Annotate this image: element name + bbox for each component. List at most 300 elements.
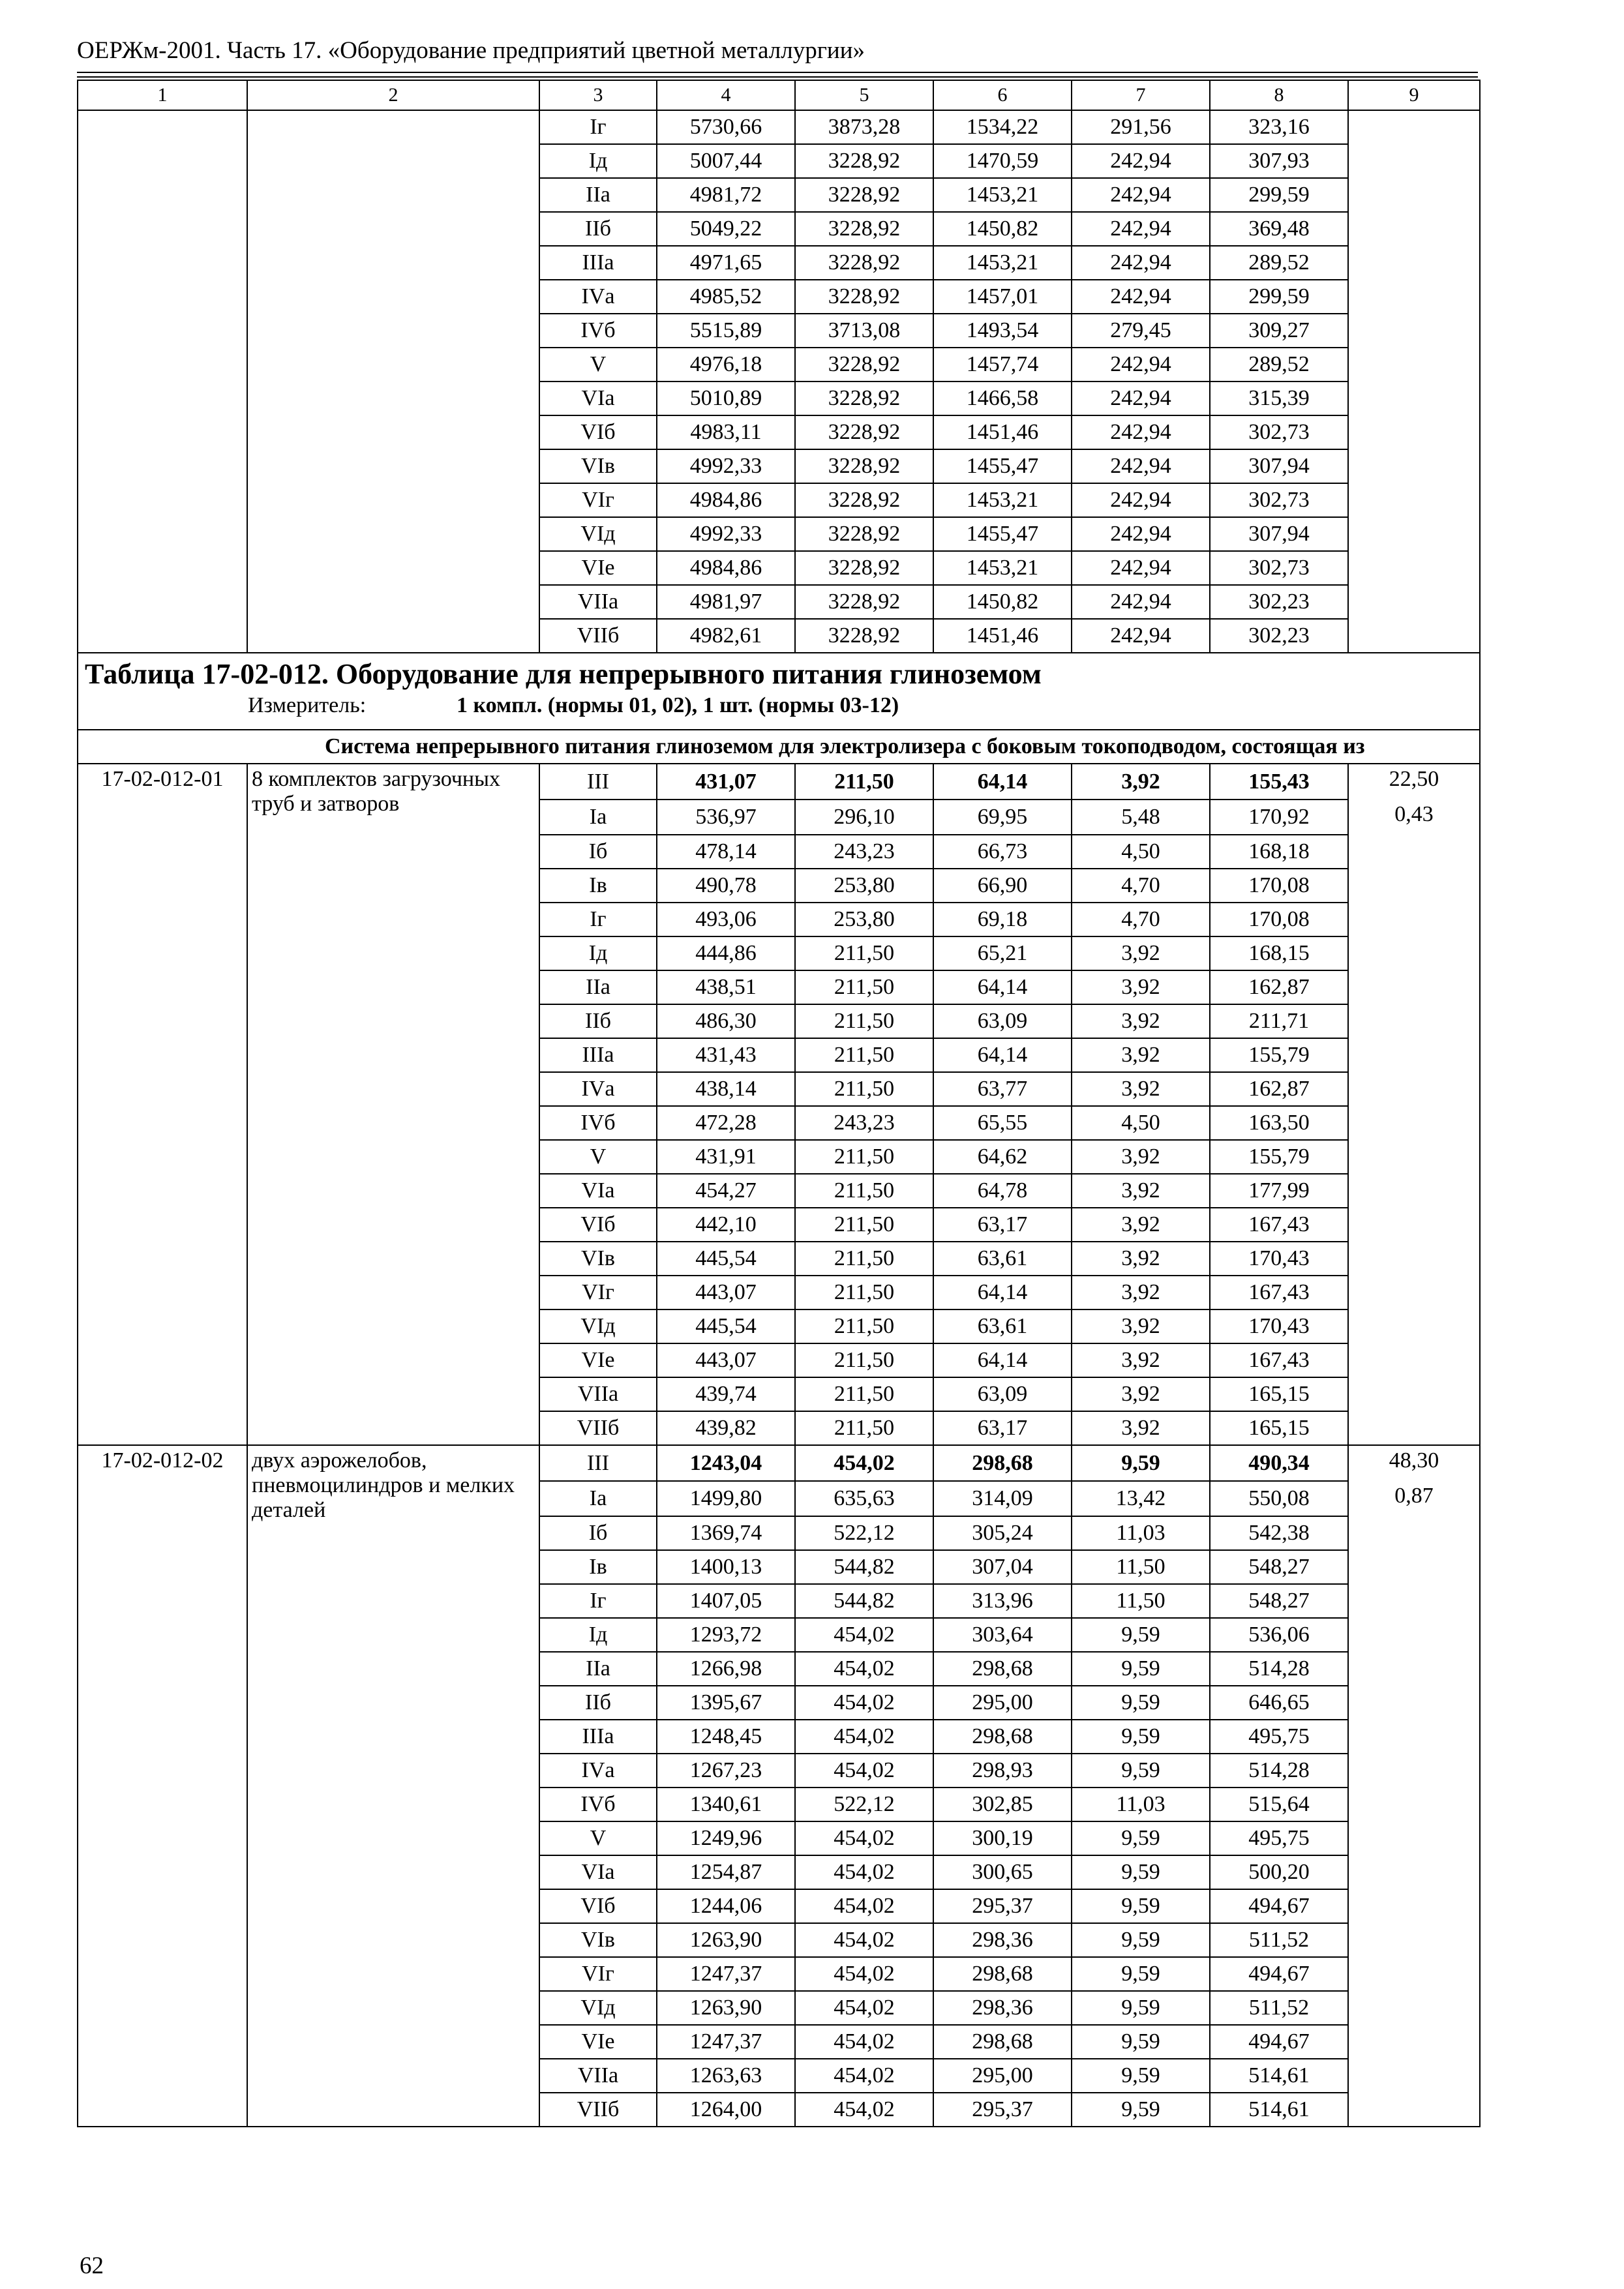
total-cost-cell: 1293,72 [657,1618,795,1652]
wages-cell: 3228,92 [795,551,933,585]
total-cost-cell: 4984,86 [657,483,795,517]
wages-cell: 454,02 [795,1445,933,1481]
wages-cell: 454,02 [795,1720,933,1754]
machinist-wages-cell: 9,59 [1072,1754,1210,1788]
category-cell: V [539,348,657,382]
machinist-wages-cell: 3,92 [1072,1411,1210,1445]
wages-cell: 253,80 [795,869,933,903]
category-cell: VIв [539,449,657,483]
total-cost-cell: 4985,52 [657,280,795,314]
materials-cell: 155,79 [1210,1038,1348,1072]
materials-cell: 168,18 [1210,835,1348,869]
category-cell: IVа [539,1754,657,1788]
category-cell: VIд [539,517,657,551]
machines-cell: 64,14 [933,1343,1072,1377]
category-cell: VIб [539,1889,657,1923]
wages-cell: 454,02 [795,1889,933,1923]
machinist-wages-cell: 9,59 [1072,1652,1210,1686]
column-number: 8 [1210,80,1348,110]
total-cost-cell: 472,28 [657,1106,795,1140]
total-cost-cell: 486,30 [657,1004,795,1038]
machines-cell: 1493,54 [933,314,1072,348]
machinist-wages-cell: 9,59 [1072,1923,1210,1957]
total-cost-cell: 490,78 [657,869,795,903]
machinist-wages-cell: 4,50 [1072,835,1210,869]
wages-cell: 3228,92 [795,144,933,178]
wages-cell: 454,02 [795,2059,933,2093]
total-cost-cell: 4976,18 [657,348,795,382]
wages-cell: 3228,92 [795,382,933,415]
total-cost-cell: 438,14 [657,1072,795,1106]
category-cell: Iб [539,1516,657,1550]
machinist-wages-cell: 9,59 [1072,1855,1210,1889]
machines-cell: 63,17 [933,1208,1072,1242]
machinist-wages-cell: 9,59 [1072,2093,1210,2127]
table-row [78,110,1480,144]
wages-cell: 3228,92 [795,619,933,653]
machines-cell: 298,93 [933,1754,1072,1788]
machinist-wages-cell: 242,94 [1072,619,1210,653]
machinist-wages-cell: 9,59 [1072,1720,1210,1754]
category-cell: V [539,1821,657,1855]
wages-cell: 211,50 [795,764,933,800]
machinist-wages-cell: 3,92 [1072,1343,1210,1377]
machinist-wages-cell: 9,59 [1072,1686,1210,1720]
materials-cell: 494,67 [1210,1889,1348,1923]
machines-cell: 298,68 [933,1720,1072,1754]
category-cell: VIIб [539,1411,657,1445]
total-cost-cell: 1243,04 [657,1445,795,1481]
category-cell: IIIа [539,1720,657,1754]
wages-cell: 3228,92 [795,348,933,382]
machinist-wages-cell: 242,94 [1072,382,1210,415]
table-row [78,1445,1480,1481]
wages-cell: 253,80 [795,903,933,936]
machines-cell: 64,14 [933,1038,1072,1072]
materials-cell: 170,43 [1210,1309,1348,1343]
norm-code: 17-02-012-02 [78,1445,247,2127]
column-number: 7 [1072,80,1210,110]
machinist-wages-cell: 242,94 [1072,449,1210,483]
category-cell: IIб [539,1004,657,1038]
wages-cell: 454,02 [795,1957,933,1991]
materials-cell: 511,52 [1210,1991,1348,2025]
machines-cell: 307,04 [933,1550,1072,1584]
machines-cell: 303,64 [933,1618,1072,1652]
total-cost-cell: 1254,87 [657,1855,795,1889]
total-cost-cell: 439,82 [657,1411,795,1445]
total-cost-cell: 442,10 [657,1208,795,1242]
column-number-row [78,80,1480,110]
total-cost-cell: 1264,00 [657,2093,795,2127]
labor-cost-cell [1348,835,1480,1445]
total-cost-cell: 1400,13 [657,1550,795,1584]
category-cell: VIа [539,382,657,415]
category-cell: IIб [539,1686,657,1720]
materials-cell: 511,52 [1210,1923,1348,1957]
materials-cell: 490,34 [1210,1445,1348,1481]
total-cost-cell: 454,27 [657,1174,795,1208]
column-number: 9 [1348,80,1480,110]
category-cell: VIIа [539,2059,657,2093]
wages-cell: 211,50 [795,1377,933,1411]
table-title-row [78,653,1480,730]
category-cell: Iг [539,110,657,144]
category-cell: VIб [539,415,657,449]
total-cost-cell: 445,54 [657,1309,795,1343]
wages-cell: 296,10 [795,800,933,835]
wages-cell: 243,23 [795,835,933,869]
total-cost-cell: 478,14 [657,835,795,869]
category-cell: V [539,1140,657,1174]
column-number: 3 [539,80,657,110]
wages-cell: 454,02 [795,1754,933,1788]
machinist-wages-cell: 9,59 [1072,1991,1210,2025]
category-cell: VIIа [539,585,657,619]
materials-cell: 299,59 [1210,280,1348,314]
materials-cell: 369,48 [1210,212,1348,246]
category-cell: Iб [539,835,657,869]
materials-cell: 536,06 [1210,1618,1348,1652]
machines-cell: 305,24 [933,1516,1072,1550]
machinist-wages-cell: 3,92 [1072,1377,1210,1411]
machinist-wages-cell: 9,59 [1072,2059,1210,2093]
machines-cell: 66,90 [933,869,1072,903]
machines-cell: 298,36 [933,1923,1072,1957]
labor-cost-cell: 48,30 [1348,1445,1480,1481]
total-cost-cell: 1263,90 [657,1991,795,2025]
category-cell: VIв [539,1923,657,1957]
machinist-wages-cell: 9,59 [1072,1445,1210,1481]
machinist-wages-cell: 3,92 [1072,1174,1210,1208]
materials-cell: 307,93 [1210,144,1348,178]
machinist-wages-cell: 5,48 [1072,800,1210,835]
machines-cell: 314,09 [933,1481,1072,1516]
category-cell: VIв [539,1242,657,1276]
machines-cell: 1457,74 [933,348,1072,382]
total-cost-cell: 4981,97 [657,585,795,619]
machinist-wages-cell: 242,94 [1072,280,1210,314]
materials-cell: 165,15 [1210,1411,1348,1445]
page-title: ОЕРЖм-2001. Часть 17. «Оборудование предприятий цветной металлургии» [77,37,865,64]
materials-cell: 494,67 [1210,2025,1348,2059]
wages-cell: 454,02 [795,1652,933,1686]
category-cell: IVб [539,1106,657,1140]
machines-cell: 63,61 [933,1309,1072,1343]
machinist-wages-cell: 9,59 [1072,1957,1210,1991]
materials-cell: 495,75 [1210,1720,1348,1754]
table-title: Таблица 17-02-012. Оборудование для непрерывного питания глиноземом [85,658,1042,690]
category-cell: VIд [539,1991,657,2025]
norm-code: 17-02-012-01 [78,764,247,1445]
category-cell: Iд [539,144,657,178]
machines-cell: 313,96 [933,1584,1072,1618]
materials-cell: 155,43 [1210,764,1348,800]
total-cost-cell: 431,43 [657,1038,795,1072]
materials-cell: 170,92 [1210,800,1348,835]
materials-cell: 170,08 [1210,869,1348,903]
category-cell: Iд [539,1618,657,1652]
category-cell: VIе [539,1343,657,1377]
machinist-wages-cell: 11,03 [1072,1788,1210,1821]
total-cost-cell: 5049,22 [657,212,795,246]
labor-cost-cell: 0,87 [1348,1481,1480,1516]
machines-cell: 64,14 [933,1276,1072,1309]
machinist-wages-cell: 242,94 [1072,415,1210,449]
wages-cell: 3873,28 [795,110,933,144]
machinist-wages-cell: 242,94 [1072,212,1210,246]
materials-cell: 167,43 [1210,1343,1348,1377]
materials-cell: 494,67 [1210,1957,1348,1991]
machinist-wages-cell: 13,42 [1072,1481,1210,1516]
page-number: 62 [80,2252,104,2279]
machinist-wages-cell: 9,59 [1072,1618,1210,1652]
machines-cell: 65,55 [933,1106,1072,1140]
materials-cell: 302,73 [1210,483,1348,517]
total-cost-cell: 1369,74 [657,1516,795,1550]
category-cell: VIа [539,1174,657,1208]
total-cost-cell: 5010,89 [657,382,795,415]
machinist-wages-cell: 4,70 [1072,903,1210,936]
machinist-wages-cell: 242,94 [1072,178,1210,212]
wages-cell: 211,50 [795,1004,933,1038]
wages-cell: 3228,92 [795,449,933,483]
category-cell: IIб [539,212,657,246]
machinist-wages-cell: 3,92 [1072,936,1210,970]
machinist-wages-cell: 242,94 [1072,517,1210,551]
total-cost-cell: 5730,66 [657,110,795,144]
category-cell: VIд [539,1309,657,1343]
column-number: 1 [78,80,247,110]
machines-cell: 1450,82 [933,212,1072,246]
wages-cell: 211,50 [795,1174,933,1208]
system-caption-row [78,730,1480,764]
materials-cell: 495,75 [1210,1821,1348,1855]
materials-cell: 302,73 [1210,415,1348,449]
wages-cell: 522,12 [795,1516,933,1550]
total-cost-cell: 4992,33 [657,449,795,483]
machines-cell: 298,68 [933,1957,1072,1991]
total-cost-cell: 439,74 [657,1377,795,1411]
category-cell: VIе [539,2025,657,2059]
total-cost-cell: 443,07 [657,1276,795,1309]
machines-cell: 300,65 [933,1855,1072,1889]
wages-cell: 211,50 [795,1309,933,1343]
materials-cell: 550,08 [1210,1481,1348,1516]
wages-cell: 454,02 [795,1855,933,1889]
machines-cell: 300,19 [933,1821,1072,1855]
meter-value: 1 компл. (нормы 01, 02), 1 шт. (нормы 03-12) [457,693,899,717]
wages-cell: 3228,92 [795,483,933,517]
norm-code [78,110,247,653]
machinist-wages-cell: 3,92 [1072,1004,1210,1038]
machines-cell: 1457,01 [933,280,1072,314]
materials-cell: 542,38 [1210,1516,1348,1550]
total-cost-cell: 1248,45 [657,1720,795,1754]
machines-cell: 63,17 [933,1411,1072,1445]
machines-cell: 1453,21 [933,178,1072,212]
category-cell: VIIб [539,2093,657,2127]
total-cost-cell: 4984,86 [657,551,795,585]
machinist-wages-cell: 242,94 [1072,483,1210,517]
wages-cell: 243,23 [795,1106,933,1140]
category-cell: Iа [539,800,657,835]
materials-cell: 514,61 [1210,2059,1348,2093]
machinist-wages-cell: 11,03 [1072,1516,1210,1550]
wages-cell: 211,50 [795,970,933,1004]
wages-cell: 544,82 [795,1584,933,1618]
category-cell: IIIа [539,246,657,280]
machines-cell: 295,00 [933,2059,1072,2093]
category-cell: IIа [539,1652,657,1686]
wages-cell: 211,50 [795,936,933,970]
materials-cell: 309,27 [1210,314,1348,348]
total-cost-cell: 1266,98 [657,1652,795,1686]
machinist-wages-cell: 3,92 [1072,970,1210,1004]
norm-name: двух аэрожелобов, пневмоцилиндров и мелких деталей [247,1445,539,2127]
wages-cell: 3228,92 [795,280,933,314]
category-cell: Iг [539,1584,657,1618]
materials-cell: 167,43 [1210,1276,1348,1309]
machines-cell: 66,73 [933,835,1072,869]
total-cost-cell: 5007,44 [657,144,795,178]
wages-cell: 522,12 [795,1788,933,1821]
wages-cell: 211,50 [795,1242,933,1276]
machines-cell: 1534,22 [933,110,1072,144]
machines-cell: 64,62 [933,1140,1072,1174]
wages-cell: 544,82 [795,1550,933,1584]
machines-cell: 1453,21 [933,483,1072,517]
machines-cell: 64,14 [933,764,1072,800]
total-cost-cell: 1263,90 [657,1923,795,1957]
materials-cell: 323,16 [1210,110,1348,144]
category-cell: VIб [539,1208,657,1242]
machines-cell: 63,61 [933,1242,1072,1276]
total-cost-cell: 536,97 [657,800,795,835]
column-number: 5 [795,80,933,110]
materials-cell: 289,52 [1210,246,1348,280]
machines-cell: 1466,58 [933,382,1072,415]
machinist-wages-cell: 3,92 [1072,1072,1210,1106]
machines-cell: 69,18 [933,903,1072,936]
materials-cell: 302,73 [1210,551,1348,585]
machines-cell: 1453,21 [933,246,1072,280]
meter-label: Измеритель: [248,693,367,717]
machines-cell: 65,21 [933,936,1072,970]
materials-cell: 302,23 [1210,585,1348,619]
materials-cell: 514,28 [1210,1754,1348,1788]
wages-cell: 211,50 [795,1276,933,1309]
machines-cell: 298,68 [933,2025,1072,2059]
machinist-wages-cell: 9,59 [1072,2025,1210,2059]
machines-cell: 69,95 [933,800,1072,835]
machinist-wages-cell: 9,59 [1072,1821,1210,1855]
wages-cell: 3228,92 [795,585,933,619]
column-number: 4 [657,80,795,110]
total-cost-cell: 438,51 [657,970,795,1004]
total-cost-cell: 1247,37 [657,2025,795,2059]
column-number: 2 [247,80,539,110]
materials-cell: 289,52 [1210,348,1348,382]
materials-cell: 168,15 [1210,936,1348,970]
machinist-wages-cell: 291,56 [1072,110,1210,144]
materials-cell: 514,28 [1210,1652,1348,1686]
total-cost-cell: 431,91 [657,1140,795,1174]
machinist-wages-cell: 11,50 [1072,1550,1210,1584]
materials-cell: 515,64 [1210,1788,1348,1821]
materials-cell: 155,79 [1210,1140,1348,1174]
materials-cell: 163,50 [1210,1106,1348,1140]
machines-cell: 1455,47 [933,517,1072,551]
total-cost-cell: 1407,05 [657,1584,795,1618]
wages-cell: 211,50 [795,1411,933,1445]
machines-cell: 63,09 [933,1004,1072,1038]
total-cost-cell: 5515,89 [657,314,795,348]
wages-cell: 454,02 [795,1618,933,1652]
machines-cell: 1451,46 [933,415,1072,449]
wages-cell: 211,50 [795,1208,933,1242]
wages-cell: 3228,92 [795,178,933,212]
category-cell: VIа [539,1855,657,1889]
total-cost-cell: 1249,96 [657,1821,795,1855]
machinist-wages-cell: 242,94 [1072,246,1210,280]
materials-cell: 302,23 [1210,619,1348,653]
column-number: 6 [933,80,1072,110]
machines-cell: 1453,21 [933,551,1072,585]
wages-cell: 454,02 [795,2025,933,2059]
materials-cell: 299,59 [1210,178,1348,212]
machinist-wages-cell: 11,50 [1072,1584,1210,1618]
machinist-wages-cell: 3,92 [1072,1242,1210,1276]
machinist-wages-cell: 3,92 [1072,764,1210,800]
materials-cell: 211,71 [1210,1004,1348,1038]
materials-cell: 162,87 [1210,1072,1348,1106]
machines-cell: 64,78 [933,1174,1072,1208]
machinist-wages-cell: 3,92 [1072,1038,1210,1072]
machinist-wages-cell: 4,50 [1072,1106,1210,1140]
machines-cell: 295,37 [933,1889,1072,1923]
materials-cell: 500,20 [1210,1855,1348,1889]
total-cost-cell: 431,07 [657,764,795,800]
machines-cell: 298,68 [933,1445,1072,1481]
norm-name [247,110,539,653]
machines-cell: 1451,46 [933,619,1072,653]
materials-cell: 165,15 [1210,1377,1348,1411]
machines-cell: 1455,47 [933,449,1072,483]
total-cost-cell: 1395,67 [657,1686,795,1720]
total-cost-cell: 1499,80 [657,1481,795,1516]
total-cost-cell: 4992,33 [657,517,795,551]
category-cell: VIг [539,483,657,517]
materials-cell: 548,27 [1210,1550,1348,1584]
category-cell: Iв [539,1550,657,1584]
norms-table [77,80,1481,2127]
total-cost-cell: 4971,65 [657,246,795,280]
machines-cell: 64,14 [933,970,1072,1004]
materials-cell: 514,61 [1210,2093,1348,2127]
materials-cell: 548,27 [1210,1584,1348,1618]
category-cell: IIа [539,178,657,212]
total-cost-cell: 1267,23 [657,1754,795,1788]
machines-cell: 298,68 [933,1652,1072,1686]
wages-cell: 3228,92 [795,517,933,551]
total-cost-cell: 443,07 [657,1343,795,1377]
category-cell: IIIа [539,1038,657,1072]
machines-cell: 302,85 [933,1788,1072,1821]
total-cost-cell: 444,86 [657,936,795,970]
total-cost-cell: 1244,06 [657,1889,795,1923]
wages-cell: 635,63 [795,1481,933,1516]
